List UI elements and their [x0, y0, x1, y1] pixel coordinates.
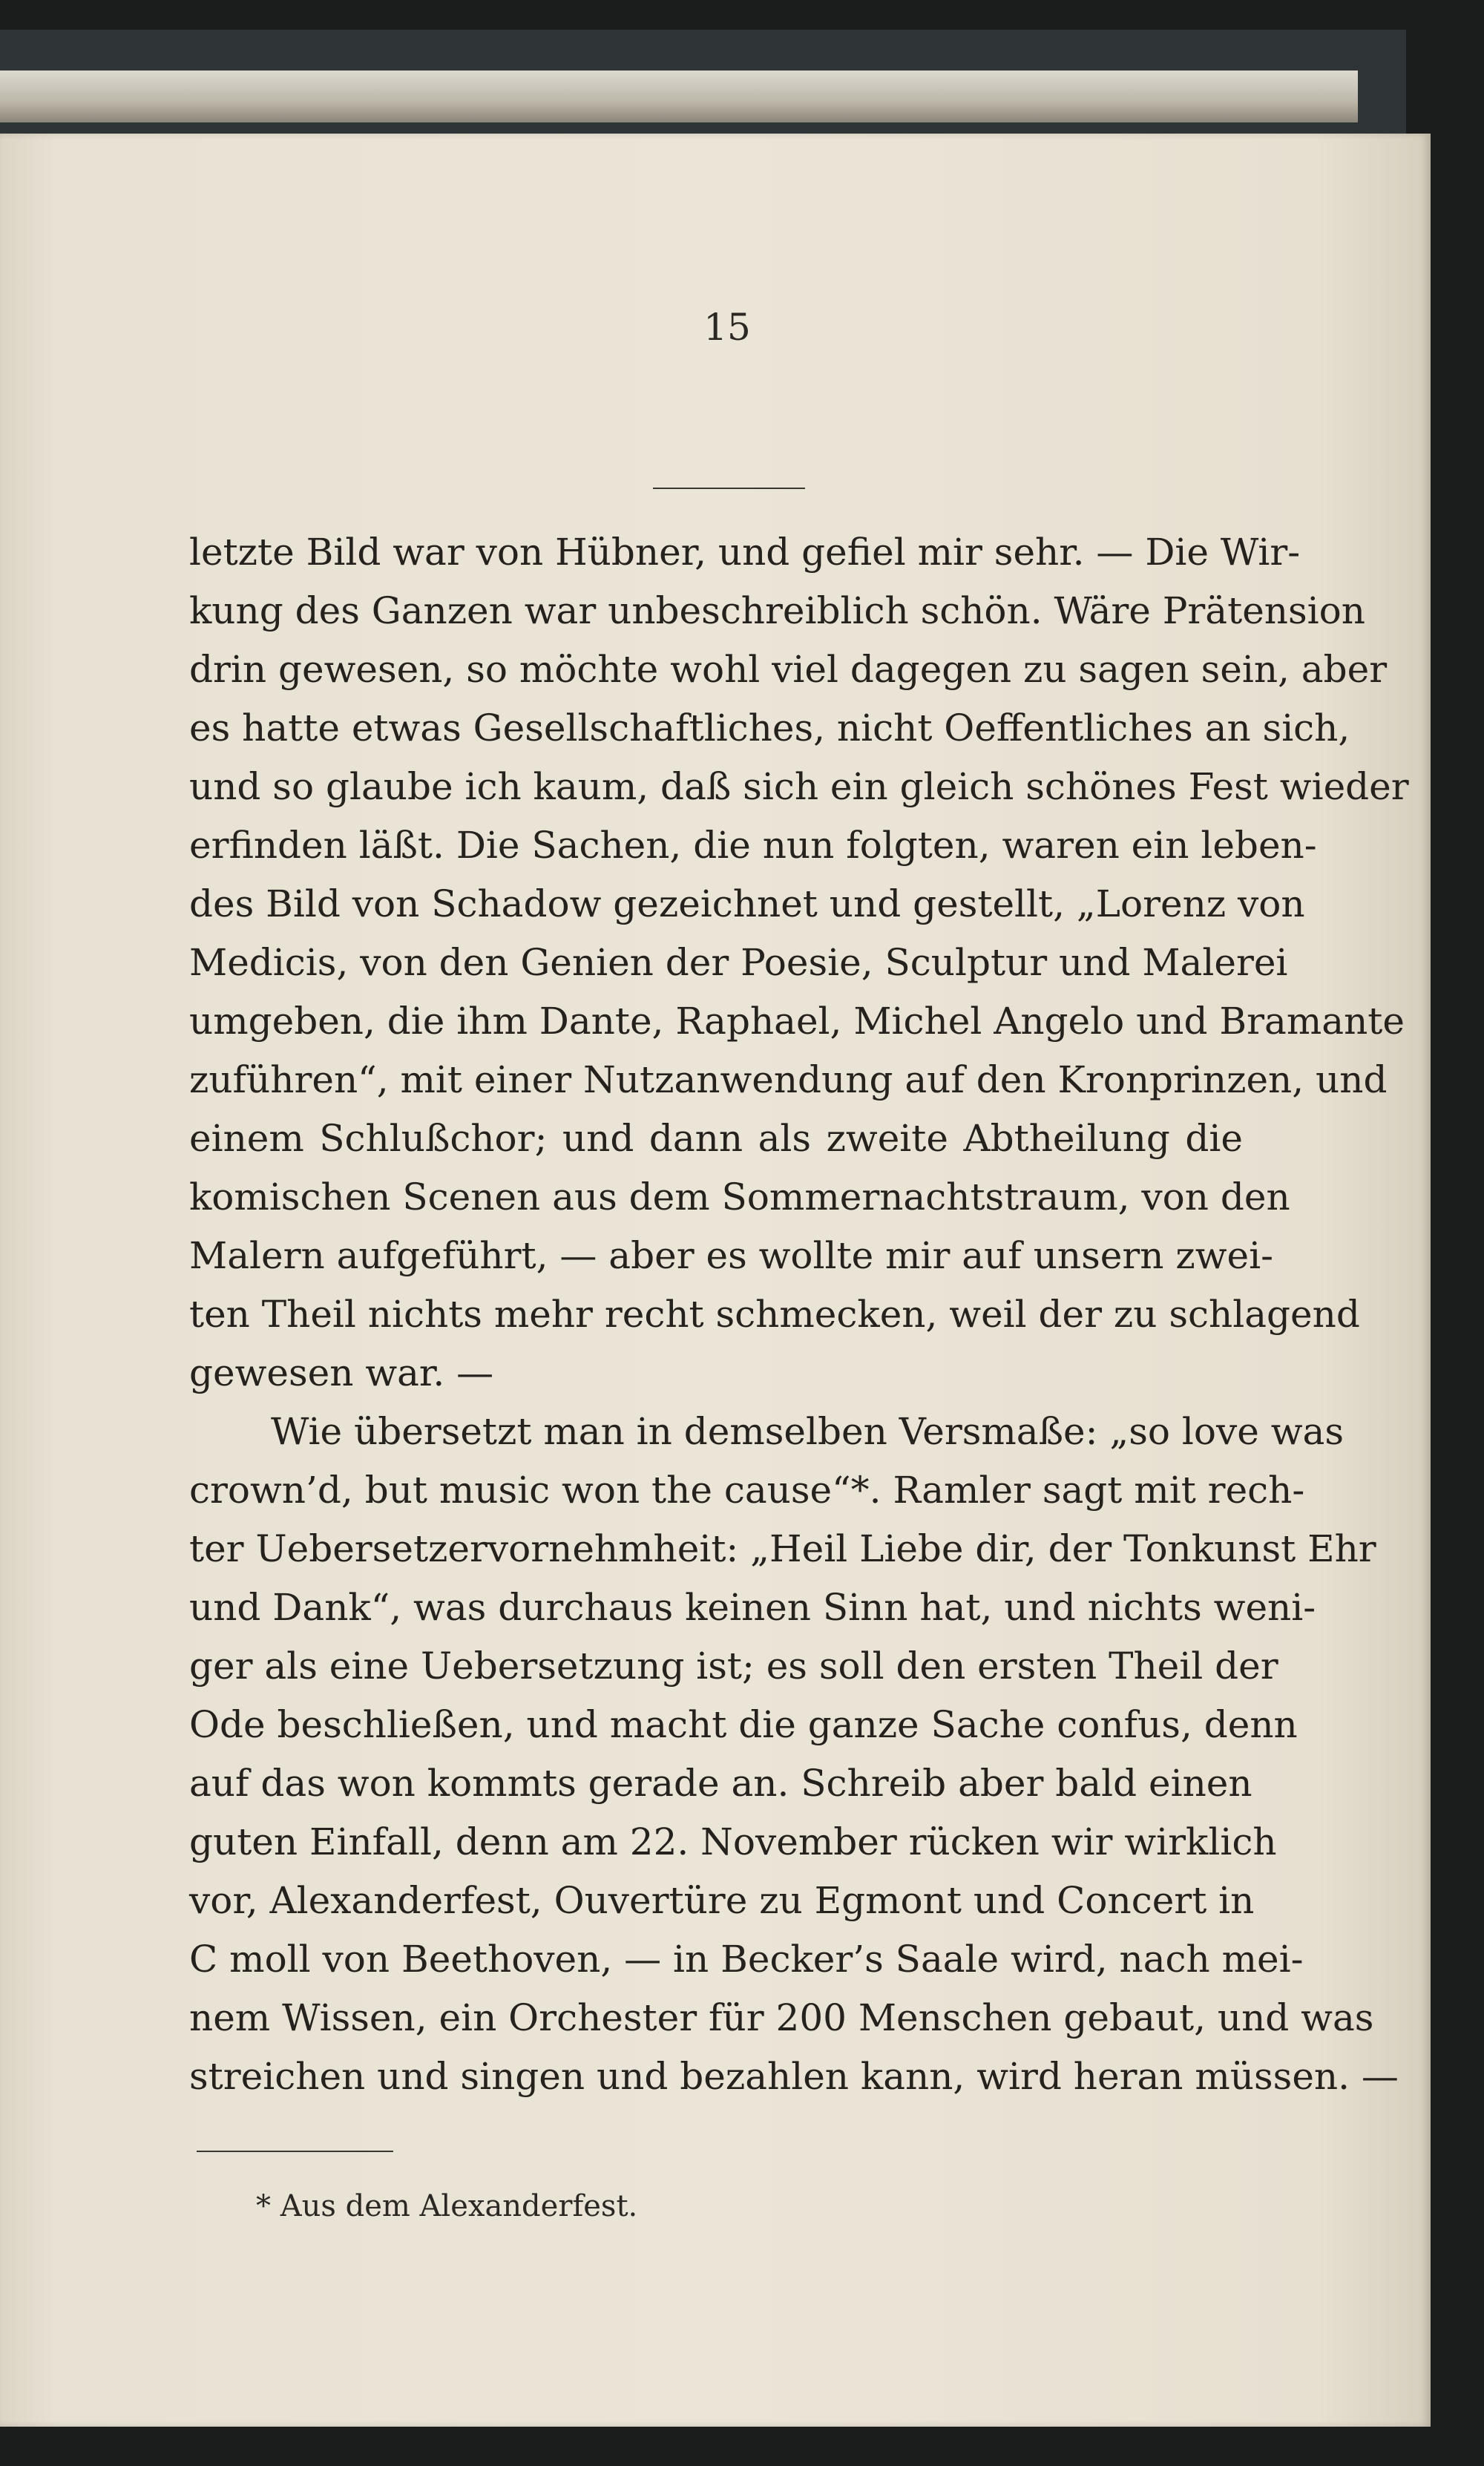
header-rule — [653, 488, 805, 489]
text-line: einem Schlußchor; und dann als zweite Abtheilung die — [189, 1117, 1243, 1160]
text-line: des Bild von Schadow gezeichnet und gestellt, „Lorenz von — [189, 882, 1305, 925]
text-line: streichen und singen und bezahlen kann, wird heran müssen. — — [189, 2055, 1399, 2098]
text-line: nem Wissen, ein Orchester für 200 Menschen gebaut, und was — [189, 1996, 1374, 2039]
book-page — [0, 134, 1431, 2427]
footnote: * Aus dem Alexanderfest. — [256, 2189, 638, 2223]
text-line: vor, Alexanderfest, Ouvertüre zu Egmont und Concert in — [189, 1879, 1255, 1922]
text-line: drin gewesen, so möchte wohl viel dagegen zu sagen sein, aber — [189, 648, 1388, 691]
text-line: und Dank“, was durchaus keinen Sinn hat, und nichts weni- — [189, 1586, 1316, 1629]
text-line: kung des Ganzen war unbeschreiblich schön. Wäre Prätension — [189, 589, 1365, 632]
text-line: erfinden läßt. Die Sachen, die nun folgten, waren ein leben- — [189, 824, 1317, 867]
text-line: gewesen war. — — [189, 1351, 494, 1394]
footnote-rule — [197, 2151, 393, 2152]
text-line: Ode beschließen, und macht die ganze Sache confus, denn — [189, 1703, 1298, 1746]
text-line: komischen Scenen aus dem Sommernachtstraum, von den — [189, 1175, 1290, 1219]
text-line: Medicis, von den Genien der Poesie, Sculptur und Malerei — [189, 941, 1288, 984]
text-line: C moll von Beethoven, — in Becker’s Saale wird, nach mei- — [189, 1938, 1304, 1981]
text-line: auf das won kommts gerade an. Schreib aber bald einen — [189, 1762, 1252, 1805]
text-line: guten Einfall, denn am 22. November rücken wir wirklich — [189, 1820, 1277, 1863]
text-line: und so glaube ich kaum, daß sich ein gleich schönes Fest wieder — [189, 765, 1409, 808]
text-line: umgeben, die ihm Dante, Raphael, Michel Angelo und Bramante — [189, 1000, 1405, 1043]
page-number: 15 — [703, 306, 751, 349]
text-line: ten Theil nichts mehr recht schmecken, weil der zu schlagend — [189, 1293, 1360, 1336]
text-line: crown’d, but music won the cause“*. Ramler sagt mit rech- — [189, 1469, 1305, 1512]
text-line: Wie übersetzt man in demselben Versmaße: „so love was — [271, 1410, 1344, 1453]
text-line: letzte Bild war von Hübner, und gefiel mir sehr. — Die Wir- — [189, 531, 1301, 574]
text-line: zuführen“, mit einer Nutzanwendung auf den Kronprinzen, und — [189, 1058, 1388, 1101]
text-line: ger als eine Uebersetzung ist; es soll den ersten Theil der — [189, 1644, 1278, 1688]
text-line: ter Uebersetzervornehmheit: „Heil Liebe dir, der Tonkunst Ehr — [189, 1527, 1376, 1570]
text-line: es hatte etwas Gesellschaftliches, nicht Oeffentliches an sich, — [189, 706, 1350, 750]
page-stack-edge — [0, 70, 1358, 122]
body-text — [189, 523, 1409, 2106]
text-line: Malern aufgeführt, — aber es wollte mir auf unsern zwei- — [189, 1234, 1273, 1277]
